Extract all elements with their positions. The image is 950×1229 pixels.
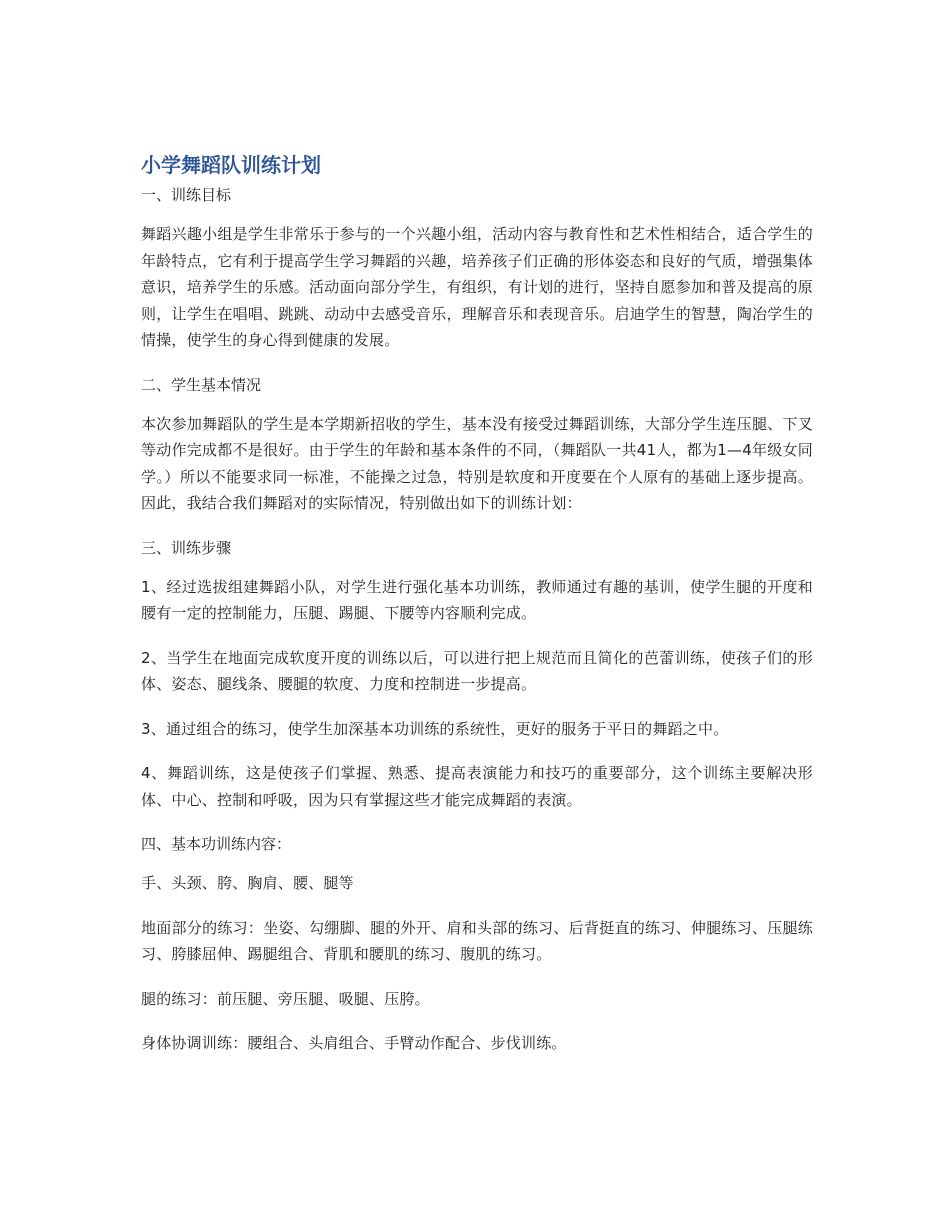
paragraph-body-parts: 手、头颈、胯、胸肩、腰、腿等 [141, 874, 354, 892]
paragraph-leg-exercises: 腿的练习：前压腿、旁压腿、吸腿、压胯。 [141, 989, 430, 1008]
section-heading-students: 二、学生基本情况 [141, 375, 262, 394]
paragraph-step-2: 2、当学生在地面完成软度开度的训练以后，可以进行把上规范而且简化的芭蕾训练，使孩子们的形体、姿态、腿线条、腰腿的软度、力度和控制进一步提高。 [141, 648, 813, 693]
paragraph-floor-exercises: 地面部分的练习：坐姿、勾绷脚、腿的外开、肩和头部的练习、后背挺直的练习、伸腿练习、压腿练习、胯膝屈伸、踢腿组合、背肌和腰肌的练习、腹肌的练习。 [141, 918, 813, 963]
paragraph-step-3: 3、通过组合的练习，使学生加深基本功训练的系统性，更好的服务于平日的舞蹈之中。 [141, 719, 729, 738]
document-title: 小学舞蹈队训练计划 [141, 153, 321, 177]
document-body [141, 148, 813, 1075]
paragraph-goals: 舞蹈兴趣小组是学生非常乐于参与的一个兴趣小组，活动内容与教育性和艺术性相结合，适合学生的年龄特点，它有利于提高学生学习舞蹈的兴趣，培养孩子们正确的形体姿态和良好的气质，增强集体意识，培养学生的乐感。活动面向部分学生，有组织，有计划的进行，坚持自愿参加和普及提高的原则，让学生在唱唱、跳跳、动动中去感受音乐，理解音乐和表现音乐。启迪学生的智慧，陶冶学生的情操，使学生的身心得到健康的发展。 [141, 225, 813, 349]
section-heading-content: 四、基本功训练内容： [141, 835, 292, 853]
paragraph-step-4: 4、舞蹈训练，这是使孩子们掌握、熟悉、提高表演能力和技巧的重要部分，这个训练主要解决形体、中心、控制和呼吸，因为只有掌握这些才能完成舞蹈的表演。 [141, 764, 813, 809]
paragraph-students: 本次参加舞蹈队的学生是本学期新招收的学生，基本没有接受过舞蹈训练，大部分学生连压腿、下叉等动作完成都不是很好。由于学生的年龄和基本条件的不同，（舞蹈队一共41人，都为1—4年级女同学。）所以不能要求同一标准，不能操之过急，特别是软度和开度要在个人原有的基础上逐步提高。因此，我结合我们舞蹈对的实际情况，特别做出如下的训练计划： [141, 414, 813, 512]
paragraph-step-1: 1、经过选拔组建舞蹈小队，对学生进行强化基本功训练，教师通过有趣的基训，使学生腿的开度和腰有一定的控制能力，压腿、踢腿、下腰等内容顺利完成。 [141, 577, 813, 622]
paragraph-coordination: 身体协调训练：腰组合、头肩组合、手臂动作配合、步伐训练。 [141, 1034, 567, 1052]
section-heading-steps: 三、训练步骤 [141, 538, 232, 557]
section-heading-goals: 一、训练目标 [141, 186, 232, 204]
